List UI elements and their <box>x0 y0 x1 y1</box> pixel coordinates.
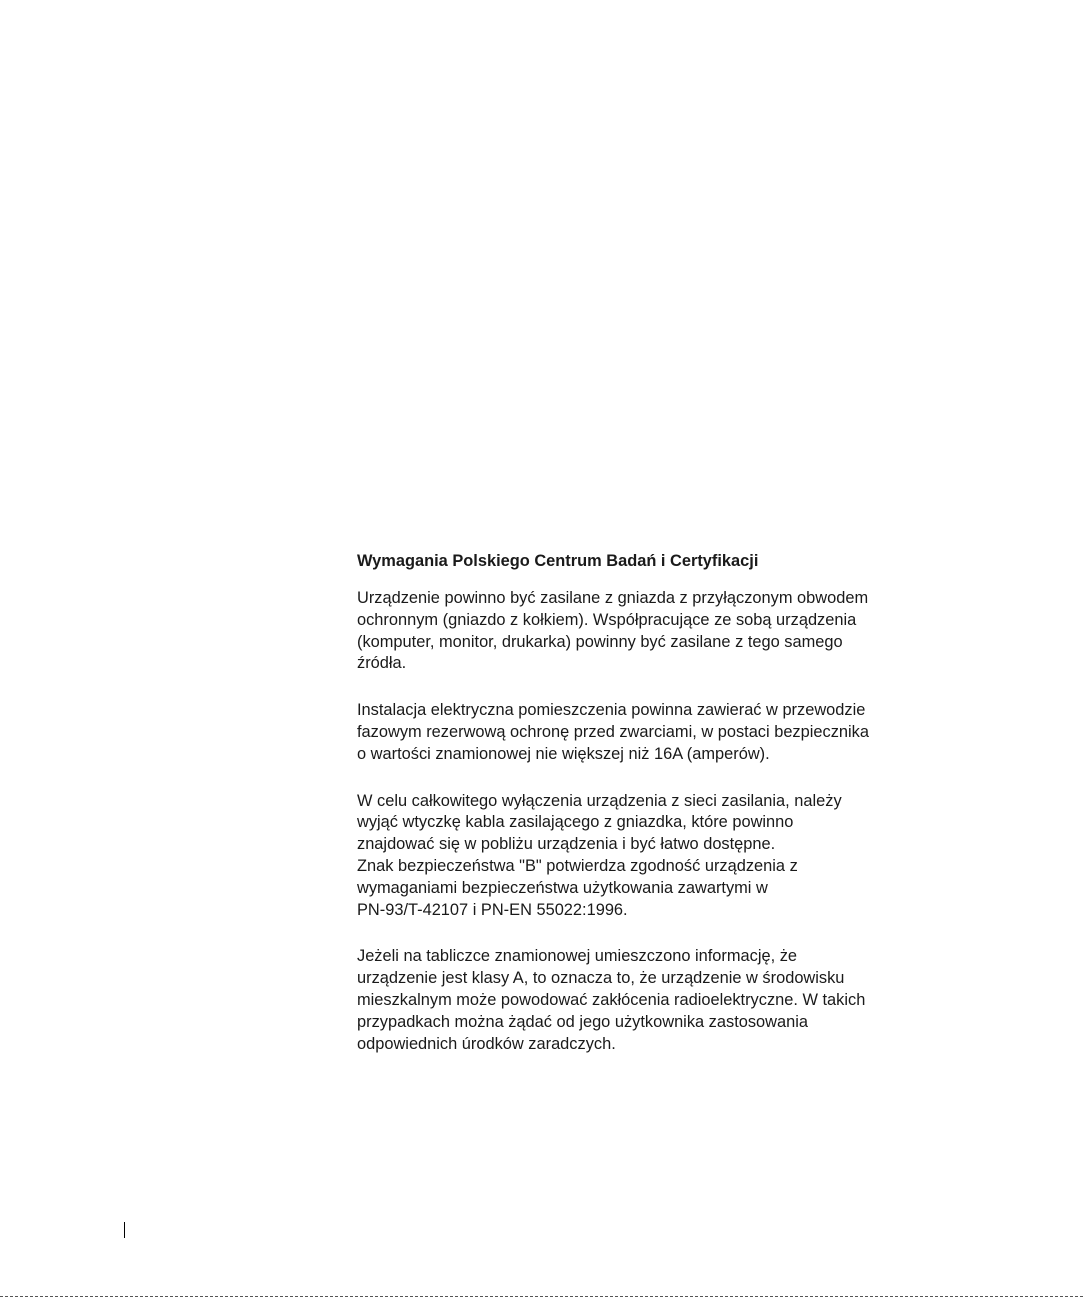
paragraph-power-supply <box>357 588 957 675</box>
text-line: źródła. <box>357 654 407 673</box>
paragraph-class-a-notice <box>357 946 957 1055</box>
text-line: Znak bezpieczeństwa "B" potwierdza zgodność urządzenia z <box>357 856 798 875</box>
text-line: Jeżeli na tabliczce znamionowej umieszczono informację, że <box>357 947 798 966</box>
text-line: przypadkach można żądać od jego użytkownika zastosowania <box>357 1012 808 1031</box>
text-line: ochronnym (gniazdo z kołkiem). Współpracujące ze sobą urządzenia <box>357 610 857 629</box>
text-line: fazowym rezerwową ochronę przed zwarciami, w postaci bezpiecznika <box>357 722 869 741</box>
text-line: odpowiednich úrodków zaradczych. <box>357 1034 616 1053</box>
text-line: Urządzenie powinno być zasilane z gniazda z przyłączonym obwodem <box>357 589 869 607</box>
section-heading: Wymagania Polskiego Centrum Badań i Certyfikacji <box>357 552 759 570</box>
text-line: urządzenie jest klasy A, to oznacza to, że urządzenie w środowisku <box>357 969 845 988</box>
text-line: Instalacja elektryczna pomieszczenia powinna zawierać w przewodzie <box>357 701 866 720</box>
page-margin-marker <box>124 1222 125 1238</box>
text-line: (komputer, monitor, drukarka) powinny być zasilane z tego samego <box>357 632 843 651</box>
paragraph-electrical-installation <box>357 700 957 765</box>
paragraph-disconnection-safety <box>357 791 957 922</box>
text-line: PN-93/T-42107 i PN-EN 55022:1996. <box>357 900 628 919</box>
text-line: wyjąć wtyczkę kabla zasilającego z gniazdka, które powinno <box>357 813 794 832</box>
document-body <box>357 550 957 1080</box>
text-line: mieszkalnym może powodować zakłócenia radioelektryczne. W takich <box>357 990 866 1009</box>
text-line: W celu całkowitego wyłączenia urządzenia z sieci zasilania, należy <box>357 791 842 810</box>
text-line: o wartości znamionowej nie większej niż 16A (amperów). <box>357 744 770 763</box>
text-line: wymaganiami bezpieczeństwa użytkowania zawartymi w <box>357 878 768 897</box>
text-line: znajdować się w pobliżu urządzenia i być łatwo dostępne. <box>357 835 776 854</box>
page-bottom-border <box>0 1296 1083 1297</box>
